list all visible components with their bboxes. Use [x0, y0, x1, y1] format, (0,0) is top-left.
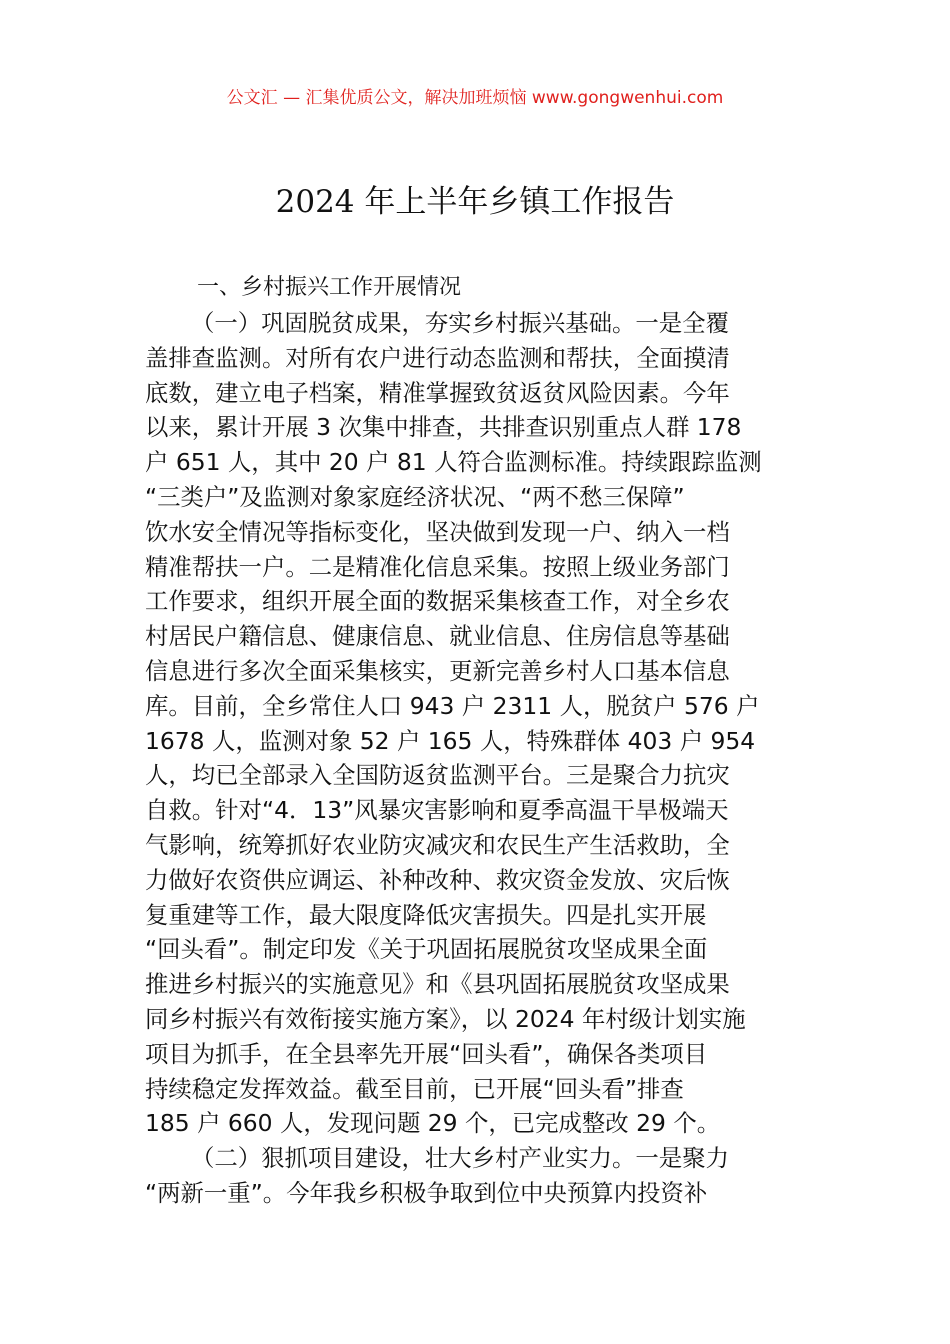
site-header-note[interactable]: 公文汇 — 汇集优质公文，解决加班烦恼 www.gongwenhui.com [226, 88, 724, 108]
paragraph-line: 推进乡村振兴的实施意见》和《县巩固拓展脱贫攻坚成果 [145, 970, 730, 999]
paragraph-line: 以来，累计开展 3 次集中排查，共排查识别重点人群 178 [145, 413, 742, 442]
paragraph-line: 人，均已全部录入全国防返贫监测平台。三是聚合力抗灾 [145, 761, 730, 790]
document-title: 2024 年上半年乡镇工作报告 [275, 184, 675, 220]
paragraph-line: 同乡村振兴有效衔接实施方案》，以 2024 年村级计划实施 [145, 1004, 746, 1033]
paragraph-line: 复重建等工作，最大限度降低灾害损失。四是扎实开展 [145, 900, 707, 929]
paragraph-line: 力做好农资供应调运、补种改种、救灾资金发放、灾后恢 [145, 865, 730, 894]
paragraph-line: 185 户 660 人，发现问题 29 个，已完成整改 29 个。 [145, 1109, 721, 1138]
paragraph-line: “回头看”。制定印发《关于巩固拓展脱贫攻坚成果全面 [145, 935, 708, 964]
paragraph-line: 库。目前，全乡常住人口 943 户 2311 人，脱贫户 576 户 [145, 691, 760, 720]
paragraph-line: “三类户”及监测对象家庭经济状况、“两不愁三保障” [145, 482, 685, 511]
paragraph-line: 信息进行多次全面采集核实，更新完善乡村人口基本信息 [145, 656, 730, 685]
paragraph-line: 饮水安全情况等指标变化，坚决做到发现一户、纳入一档 [145, 517, 730, 546]
paragraph-line: 自救。针对“4．13”风暴灾害影响和夏季高温干旱极端天 [145, 796, 729, 825]
paragraph-line: 气影响，统筹抓好农业防灾减灾和农民生产生活救助，全 [145, 830, 730, 859]
paragraph-line: 持续稳定发挥效益。截至目前，已开展“回头看”排查 [145, 1074, 684, 1103]
paragraph-line: 底数，建立电子档案，精准掌握致贫返贫风险因素。今年 [145, 378, 730, 407]
paragraph-line: “两新一重”。今年我乡积极争取到位中央预算内投资补 [145, 1178, 708, 1207]
paragraph-line: 户 651 人，其中 20 户 81 人符合监测标准。持续跟踪监测 [145, 448, 762, 477]
paragraph-line: （一）巩固脱贫成果，夯实乡村振兴基础。一是全覆 [191, 309, 729, 337]
section-heading: 一、乡村振兴工作开展情况 [197, 275, 462, 300]
paragraph-line: （二）狠抓项目建设，壮大乡村产业实力。一是聚力 [191, 1144, 729, 1173]
document-body [145, 306, 815, 1211]
paragraph-line: 精准帮扶一户。二是精准化信息采集。按照上级业务部门 [145, 552, 730, 581]
paragraph-line: 村居民户籍信息、健康信息、就业信息、住房信息等基础 [145, 622, 730, 651]
paragraph-line: 项目为抓手，在全县率先开展“回头看”，确保各类项目 [145, 1039, 708, 1068]
paragraph-line: 1678 人，监测对象 52 户 165 人，特殊群体 403 户 954 [145, 726, 756, 755]
paragraph-line: 盖排查监测。对所有农户进行动态监测和帮扶，全面摸清 [145, 343, 730, 372]
paragraph-line: 工作要求，组织开展全面的数据采集核查工作，对全乡农 [145, 587, 730, 616]
